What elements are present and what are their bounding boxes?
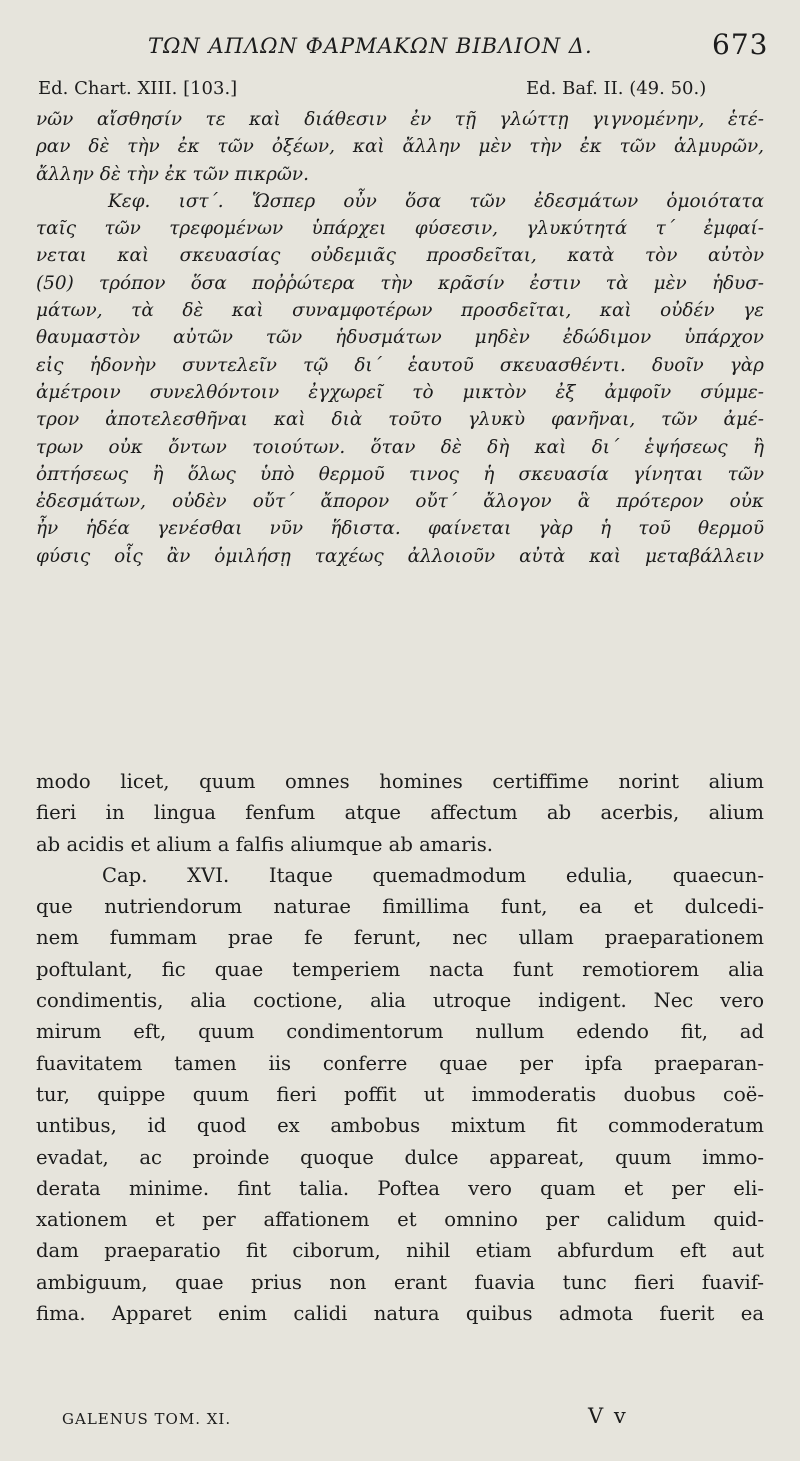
greek-line: νεται καὶ σκευασίας οὐδεμιᾶς προσδεῖται, κατὰ τὸν αὐτὸν [36, 245, 764, 267]
latin-line: Cap. XVI. Itaque quemadmodum edulia, quaecun- [102, 863, 764, 887]
latin-text-block [36, 766, 764, 1329]
latin-line: ambiguum, quae prius non erant fuavia tunc fieri fuavif- [36, 1270, 764, 1294]
latin-line: derata minime. fint talia. Poftea vero quam et per eli- [36, 1176, 764, 1200]
running-title: ΤΩΝ ΑΠΛΩΝ ΦΑΡΜΑΚΩΝ ΒΙΒΛΙΟΝ Δ. [148, 34, 593, 58]
latin-line: fima. Apparet enim calidi natura quibus admota fuerit ea [36, 1302, 764, 1326]
greek-line: ταῖς τῶν τρεφομένων ὑπάρχει φύσεσιν, γλυκύτητά τ΄ ἐμφαί- [36, 218, 764, 240]
edition-line [0, 78, 800, 104]
greek-line: τρον ἀποτελεσθῆναι καὶ διὰ τοῦτο γλυκὺ φανῆναι, τῶν ἀμέ- [36, 409, 764, 431]
latin-line: nem fummam prae fe ferunt, nec ullam praeparationem [36, 926, 764, 950]
greek-line: ραν δὲ τὴν ἐκ τῶν ὀξέων, καὶ ἄλλην μὲν τὴν ἐκ τῶν ἁλμυρῶν, [36, 136, 764, 158]
page-footer [0, 1404, 800, 1434]
greek-line: ἀμέτροιν συνελθόντοιν ἐγχωρεῖ τὸ μικτὸν ἐξ ἀμφοῖν σύμμε- [36, 381, 764, 403]
greek-line: ὀπτήσεως ἢ ὅλως ὑπὸ θερμοῦ τινος ἡ σκευασία γίνηται τῶν [36, 463, 764, 485]
greek-line: θαυμαστὸν αὐτῶν τῶν ἡδυσμάτων μηδὲν ἐδώδιμον ὑπάρχον [36, 327, 764, 349]
latin-line: fieri in lingua fenfum atque affectum ab acerbis, alium [36, 801, 764, 825]
greek-line: ἦν ἡδέα γενέσθαι νῦν ἥδιστα. φαίνεται γὰρ ἡ τοῦ θερμοῦ [36, 518, 764, 540]
latin-line: xationem et per affationem et omnino per calidum quid- [36, 1208, 764, 1232]
greek-line: ἄλλην δὲ τὴν ἐκ τῶν πικρῶν. [36, 163, 309, 185]
latin-line: untibus, id quod ex ambobus mixtum fit commoderatum [36, 1114, 764, 1138]
greek-line: Κεφ. ιστ΄. Ὥσπερ οὖν ὅσα τῶν ἐδεσμάτων ὁμοιότατα [108, 190, 764, 212]
latin-line: modo licet, quum omnes homines certiffime norint alium [36, 770, 764, 793]
latin-line: ab acidis et alium a falfis aliumque ab amaris. [36, 832, 493, 856]
greek-text-block [36, 106, 764, 570]
greek-line: φύσις οἷς ἂν ὁμιλήσῃ ταχέως ἀλλοιοῦν αὐτὰ καὶ μεταβάλλειν [36, 545, 764, 567]
greek-line: τρων οὐκ ὄντων τοιούτων. ὅταν δὲ δὴ καὶ δι΄ ἑψήσεως ἢ [36, 436, 764, 458]
greek-line: (50) τρόπον ὅσα ποῤῥώτερα τὴν κρᾶσίν ἐστιν τὰ μὲν ἡδυσ- [36, 272, 764, 294]
latin-line: evadat, ac proinde quoque dulce appareat, quum immo- [36, 1145, 764, 1169]
edition-basel: Ed. Baf. II. (49. 50.) [526, 78, 707, 99]
latin-line: fuavitatem tamen iis conferre quae per ipfa praeparan- [36, 1051, 764, 1075]
greek-line: ἐδεσμάτων, οὐδὲν οὔτ΄ ἄπορον οὔτ΄ ἄλογον ἃ πρότερον οὐκ [36, 491, 764, 513]
edition-chartier: Ed. Chart. XIII. [103.] [38, 78, 238, 99]
greek-line: εἰς ἡδονὴν συντελεῖν τῷ δι΄ ἑαυτοῦ σκευασθέντι. δυοῖν γὰρ [36, 354, 764, 376]
greek-line: μάτων, τὰ δὲ καὶ συναμφοτέρων προσδεῖται, καὶ οὐδέν γε [36, 300, 764, 322]
latin-line: condimentis, alia coctione, alia utroque indigent. Nec vero [36, 989, 764, 1013]
latin-line: que nutriendorum naturae fimillima funt, ea et dulcedi- [36, 895, 764, 919]
greek-line: νῶν αἴσθησίν τε καὶ διάθεσιν ἐν τῇ γλώττῃ γιγνομένην, ἑτέ- [36, 109, 764, 130]
footer-volume: GALENUS TOM. XI. [62, 1410, 232, 1428]
latin-line: poftulant, fic quae temperiem nacta funt remotiorem alia [36, 957, 764, 981]
latin-line: mirum eft, quum condimentorum nullum edendo fit, ad [36, 1020, 764, 1044]
running-head [0, 28, 800, 68]
page-number: 673 [712, 28, 769, 61]
latin-line: tur, quippe quum fieri poffit ut immoderatis duobus coë- [36, 1082, 764, 1106]
footer-signature: V v [588, 1404, 628, 1428]
latin-line: dam praeparatio fit ciborum, nihil etiam abfurdum eft aut [36, 1239, 764, 1263]
